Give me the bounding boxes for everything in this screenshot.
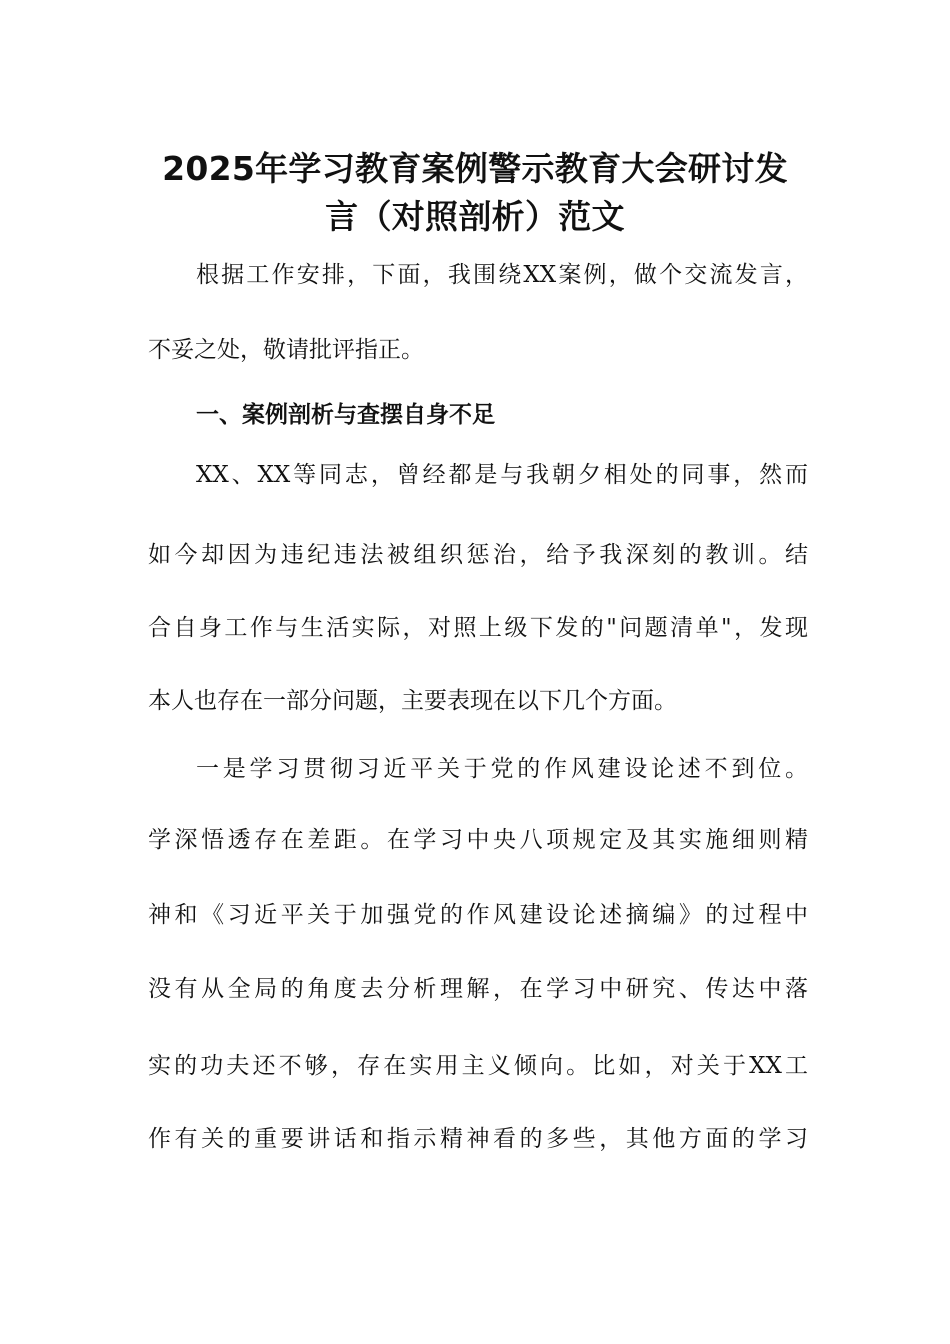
document-title-line-2: 言（对照剖析）范文 [325,197,625,236]
document-title-line-1: 2025年学习教育案例警示教育大会研讨发 [162,149,788,188]
paragraph-2-line-3: 神和《习近平关于加强党的作风建设论述摘编》的过程中 [148,902,808,928]
paragraph-2-line-1: 一是学习贯彻习近平关于党的作风建设论述不到位。 [196,756,808,782]
paragraph-1-line-2: 如今却因为违纪违法被组织惩治，给予我深刻的教训。结 [148,542,808,568]
paragraph-2-line-2: 学深悟透存在差距。在学习中央八项规定及其实施细则精 [148,827,808,853]
paragraph-2-line-4: 没有从全局的角度去分析理解，在学习中研究、传达中落 [148,976,808,1002]
paragraph-1-line-3: 合自身工作与生活实际，对照上级下发的"问题清单"，发现 [148,615,808,641]
paragraph-1-line-4: 本人也存在一部分问题，主要表现在以下几个方面。 [148,688,677,714]
intro-line-2: 不妥之处，敬请批评指正。 [148,337,424,363]
section-heading-1: 一、案例剖析与查摆自身不足 [196,402,495,428]
intro-line-1: 根据工作安排，下面，我围绕XX案例，做个交流发言， [196,262,808,288]
paragraph-2-line-5: 实的功夫还不够，存在实用主义倾向。比如，对关于XX工 [148,1053,808,1079]
paragraph-1-line-1: XX、XX等同志，曾经都是与我朝夕相处的同事，然而 [196,462,808,488]
paragraph-2-line-6: 作有关的重要讲话和指示精神看的多些，其他方面的学习 [148,1126,808,1152]
